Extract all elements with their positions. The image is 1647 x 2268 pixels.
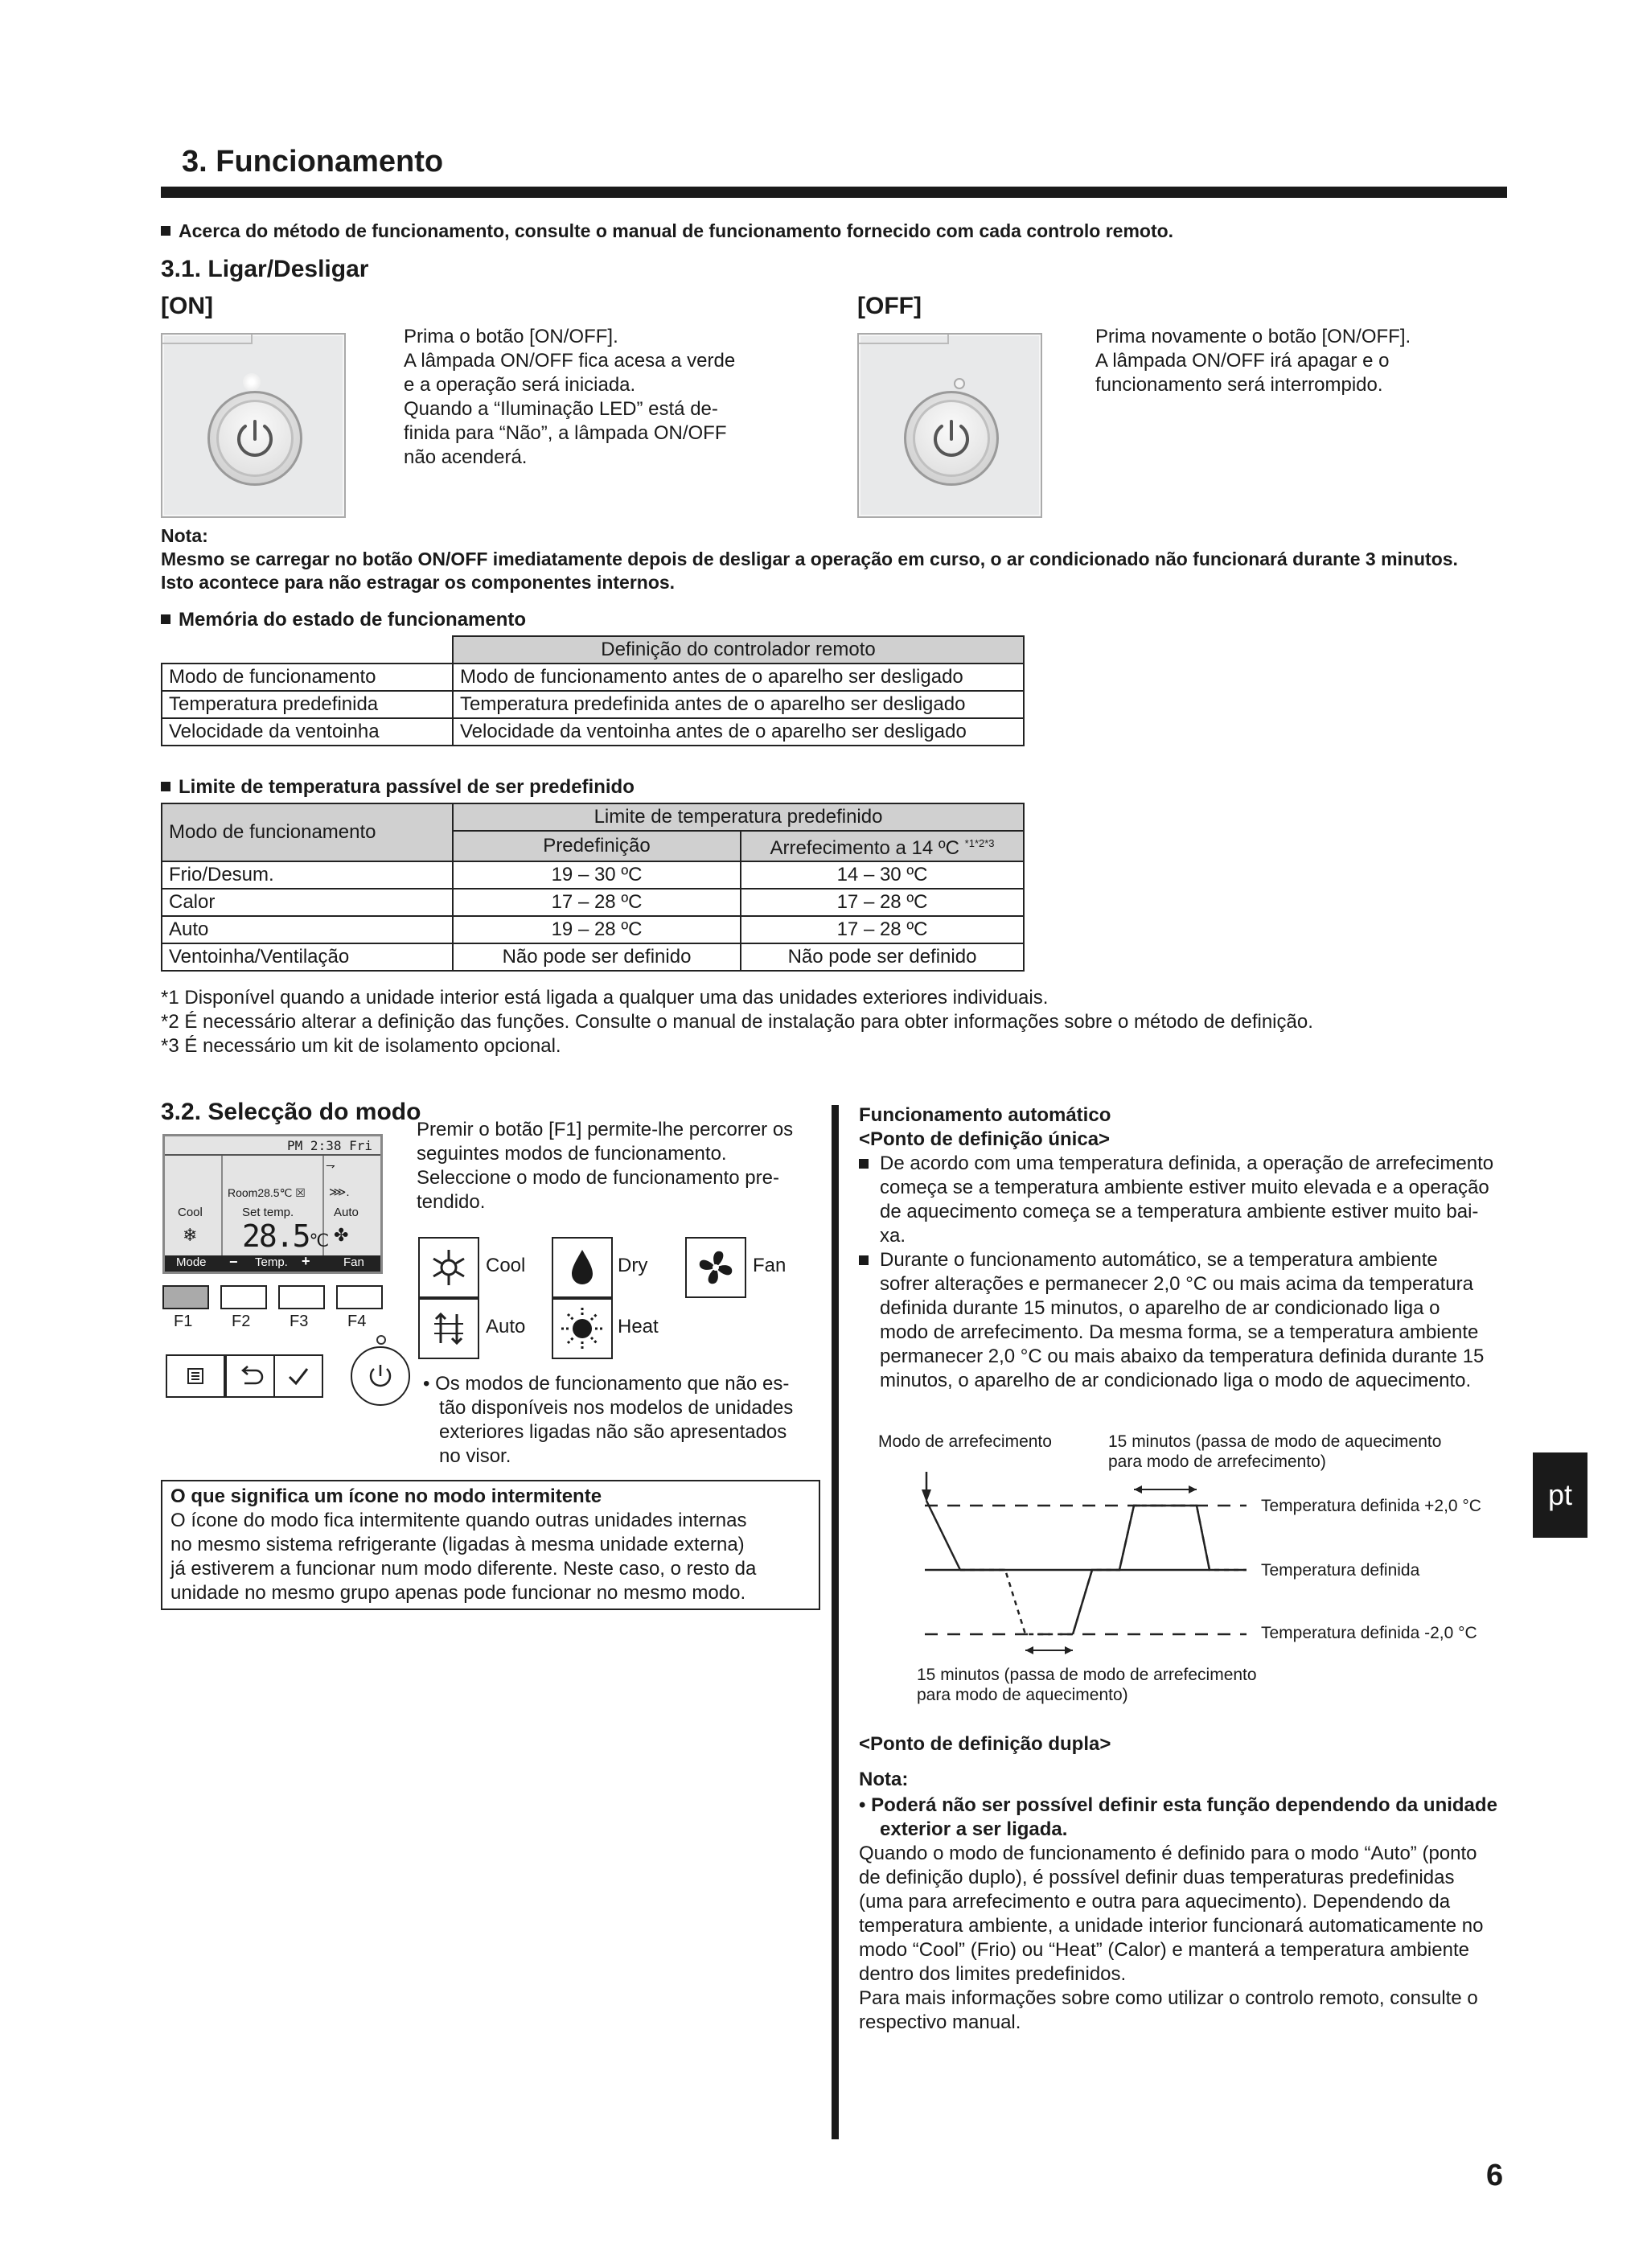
table-row: Modo de funcionamento Limite de temperatura predefinido: [162, 803, 1024, 831]
f3-button[interactable]: [278, 1285, 325, 1309]
limit-table: [161, 803, 1025, 972]
f4-label: F4: [347, 1313, 367, 1330]
intro-note: Acerca do método de funcionamento, consulte o manual de funcionamento fornecido com cada controlo remoto.: [161, 219, 1173, 243]
square-bullet-icon: [859, 1255, 869, 1265]
diagram-minus-label: Temperatura definida -2,0 °C: [1261, 1624, 1477, 1642]
table-row: Predefinição Arrefecimento a 14 ºC $^{*1*2*3}$: [162, 831, 1024, 861]
section-3-2-description: Premir o botão [F1] permite-lhe percorrer os seguintes modos de funcionamento. Seleccione o modo de funcionamento pre- tendido.: [417, 1119, 794, 1213]
table-row: Auto 19 – 28 ºC 17 – 28 ºC: [162, 916, 1024, 943]
screen-divider: [221, 1156, 223, 1259]
page-number: 6: [1486, 2159, 1504, 2192]
on-label: [ON]: [161, 293, 213, 319]
off-power-button[interactable]: [904, 391, 999, 486]
section-3-1-title: 3.1. Ligar/Desligar: [161, 256, 369, 282]
table-row: Temperatura predefinida Temperatura predefinida antes de o aparelho ser desligado: [162, 691, 1024, 718]
dual-nota-bullet: • Poderá não ser possível definir esta função dependendo da unidade exterior a ser ligada.: [859, 1794, 1497, 1840]
footnotes: *1 Disponível quando a unidade interior está ligada a qualquer uma das unidades exteriores individuais. *2 É necessário alterar a definição das funções. Consulte o manual de instalação para obter informações sobre o método de definição. *3 É necessário um kit de isolamento opcional.: [161, 987, 1313, 1057]
title-rule: [161, 187, 1507, 198]
tab-temp: Temp.: [255, 1255, 288, 1269]
diagram-set-label: Temperatura definida: [1261, 1561, 1420, 1580]
off-description: Prima novamente o botão [ON/OFF]. A lâmpada ON/OFF irá apagar e o funcionamento será interrompido.: [1095, 326, 1411, 396]
mode-dry: [552, 1237, 613, 1298]
table-row: [162, 636, 1024, 664]
vane-icon: ⋙.: [329, 1185, 350, 1199]
tab-fan: Fan: [343, 1255, 364, 1269]
swing-icon: ⇁: [326, 1159, 335, 1172]
power-icon: [219, 402, 291, 475]
remote-power-button[interactable]: [351, 1346, 410, 1406]
square-bullet-icon: [859, 1159, 869, 1169]
screen-rule: [165, 1154, 380, 1156]
square-bullet-icon: [161, 614, 170, 624]
mode-cool-label: Cool: [486, 1255, 526, 1276]
table-row: Frio/Desum. 19 – 30 ºC 14 – 30 ºC: [162, 861, 1024, 889]
on-led: [376, 1335, 386, 1345]
table-row: Modo de funcionamento Modo de funcionamento antes de o aparelho ser desligado: [162, 664, 1024, 691]
table-row: Velocidade da ventoinha Velocidade da ventoinha antes de o aparelho ser desligado: [162, 718, 1024, 746]
table-header: Definição do controlador remoto: [453, 636, 1024, 664]
f2-label: F2: [232, 1313, 251, 1330]
diagram-top-note: 15 minutos (passa de modo de aquecimento para modo de arrefecimento): [1108, 1432, 1442, 1471]
f2-button[interactable]: [220, 1285, 267, 1309]
diagram-plus-label: Temperatura definida +2,0 °C: [1261, 1497, 1481, 1515]
off-button-panel: [857, 333, 1042, 518]
mode-fan: [685, 1237, 746, 1298]
mode-cool: [418, 1237, 479, 1298]
menu-button[interactable]: [166, 1354, 225, 1398]
blinking-icon-box: O que significa um ícone no modo intermitente O ícone do modo fica intermitente quando outras unidades internas no mesmo sistema refrigerante (ligadas à mesma unidade externa) já estiverem a funcionar num modo diferente. Neste caso, o resto da unidade no mesmo grupo apenas pode funcionar no mesmo modo.: [161, 1480, 820, 1610]
list-item: Durante o funcionamento automático, se a temperatura ambiente sofrer alterações e permanecer 2,0 °C ou mais acima da temperatura definida durante 15 minutos, o aparelho de ar condicionado liga o modo de arrefecimento. Da mesma forma, se a temperatura ambiente permanecer 2,0 °C ou mais abaixo da temperatura definida durante 15 minutos, o aparelho de ar condicionado liga o modo de aquecimento.: [859, 1248, 1518, 1393]
temp-display: 28.5℃: [242, 1218, 328, 1254]
f3-label: F3: [290, 1313, 309, 1330]
table-row: Calor 17 – 28 ºC 17 – 28 ºC: [162, 889, 1024, 916]
tab-mode: Mode: [176, 1255, 207, 1269]
mode-fan-label: Fan: [753, 1255, 787, 1276]
mode-auto-label: Auto: [486, 1316, 526, 1337]
on-button-panel: [161, 333, 346, 518]
fan-icon: [687, 1239, 745, 1296]
clock: PM 2:38 Fri: [287, 1138, 372, 1153]
f1-label: F1: [174, 1313, 193, 1330]
room-temp: Room28.5℃ ☒: [228, 1186, 306, 1199]
plus-icon: +: [302, 1253, 310, 1269]
auto-title: Funcionamento automático <Ponto de definição única>: [859, 1104, 1111, 1150]
fan-name: Auto: [334, 1206, 359, 1219]
return-icon: [227, 1356, 275, 1396]
check-icon: [275, 1356, 322, 1396]
set-temp-label: Set temp.: [242, 1206, 294, 1219]
dual-description: Quando o modo de funcionamento é definido para o modo “Auto” (ponto de definição duplo), é possível definir duas temperaturas predefinidas (uma para arrefecimento e outra para aquecimento). Dependendo da temperatura ambiente, a unidade interior funcionará automaticamente no modo “Cool” (Frio) ou “Heat” (Calor) e manterá a temperatura ambiente dentro dos limites predefinidos. Para mais informações sobre como utilizar o controlo remoto, consulte o respectivo manual.: [859, 1843, 1484, 2033]
power-icon: [915, 402, 988, 475]
snowflake-icon: [420, 1239, 478, 1296]
note-block: Nota: Mesmo se carregar no botão ON/OFF imediatamente depois de desligar a operação em curso, o ar condicionado não funcionará durante 3 minutos. Isto acontece para não estragar os componentes internos.: [161, 525, 1458, 593]
f1-button[interactable]: [162, 1285, 209, 1309]
square-bullet-icon: [161, 226, 170, 236]
square-bullet-icon: [161, 782, 170, 791]
language-tab: pt: [1533, 1452, 1587, 1538]
dual-nota: Nota:: [859, 1769, 909, 1790]
panel-divider: [859, 335, 949, 344]
diagram-cool-mode-label: Modo de arrefecimento: [878, 1432, 1052, 1451]
list-item: De acordo com uma temperatura definida, a operação de arrefecimento começa se a temperatura ambiente estiver muito elevada e a operação de aquecimento começa se a temperatura ambiente estiver muito bai- xa.: [859, 1152, 1518, 1248]
page-title: 3. Funcionamento: [182, 145, 444, 179]
on-led-glow: [243, 373, 261, 391]
column-divider: [832, 1105, 839, 2139]
mode-auto: [418, 1298, 479, 1359]
on-power-button[interactable]: [207, 391, 302, 486]
memory-table: [161, 635, 1025, 746]
off-label: [OFF]: [857, 293, 922, 319]
mode-dry-label: Dry: [618, 1255, 648, 1276]
confirm-button[interactable]: [273, 1354, 323, 1398]
auto-arrows-icon: [420, 1300, 478, 1358]
mode-heat: [552, 1298, 613, 1359]
dual-title: <Ponto de definição dupla>: [859, 1733, 1111, 1755]
panel-divider: [162, 335, 253, 344]
mode-heat-label: Heat: [618, 1316, 659, 1337]
water-drop-icon: [553, 1239, 611, 1296]
memory-title: Memória do estado de funcionamento: [161, 608, 526, 632]
minus-icon: −: [229, 1254, 238, 1270]
auto-bullets: [859, 1152, 1518, 1393]
sun-icon: [553, 1300, 611, 1358]
menu-icon: [167, 1356, 224, 1396]
on-description: Prima o botão [ON/OFF]. A lâmpada ON/OFF fica acesa a verde e a operação será iniciada. Quando a “Iluminação LED” está de- finida para “Não”, a lâmpada ON/OFF não acenderá.: [404, 326, 736, 468]
power-icon: [352, 1348, 409, 1404]
snowflake-icon: ❄: [183, 1225, 198, 1245]
off-led: [954, 378, 965, 389]
fan-icon: ✤: [334, 1225, 349, 1245]
limit-title: Limite de temperatura passível de ser predefinido: [161, 775, 635, 799]
back-button[interactable]: [225, 1354, 277, 1398]
table-row: Ventoinha/Ventilação Não pode ser definido Não pode ser definido: [162, 943, 1024, 971]
f4-button[interactable]: [336, 1285, 383, 1309]
remote-screen: [162, 1134, 383, 1274]
modes-note: • Os modos de funcionamento que não es- tão disponíveis nos modelos de unidades exteriores ligadas não são apresentados no visor.: [423, 1373, 794, 1467]
section-3-2-title: 3.2. Selecção do modo: [161, 1099, 421, 1125]
mode-name: Cool: [178, 1206, 203, 1219]
diagram-bottom-note: 15 minutos (passa de modo de arrefecimento para modo de aquecimento): [917, 1666, 1257, 1704]
